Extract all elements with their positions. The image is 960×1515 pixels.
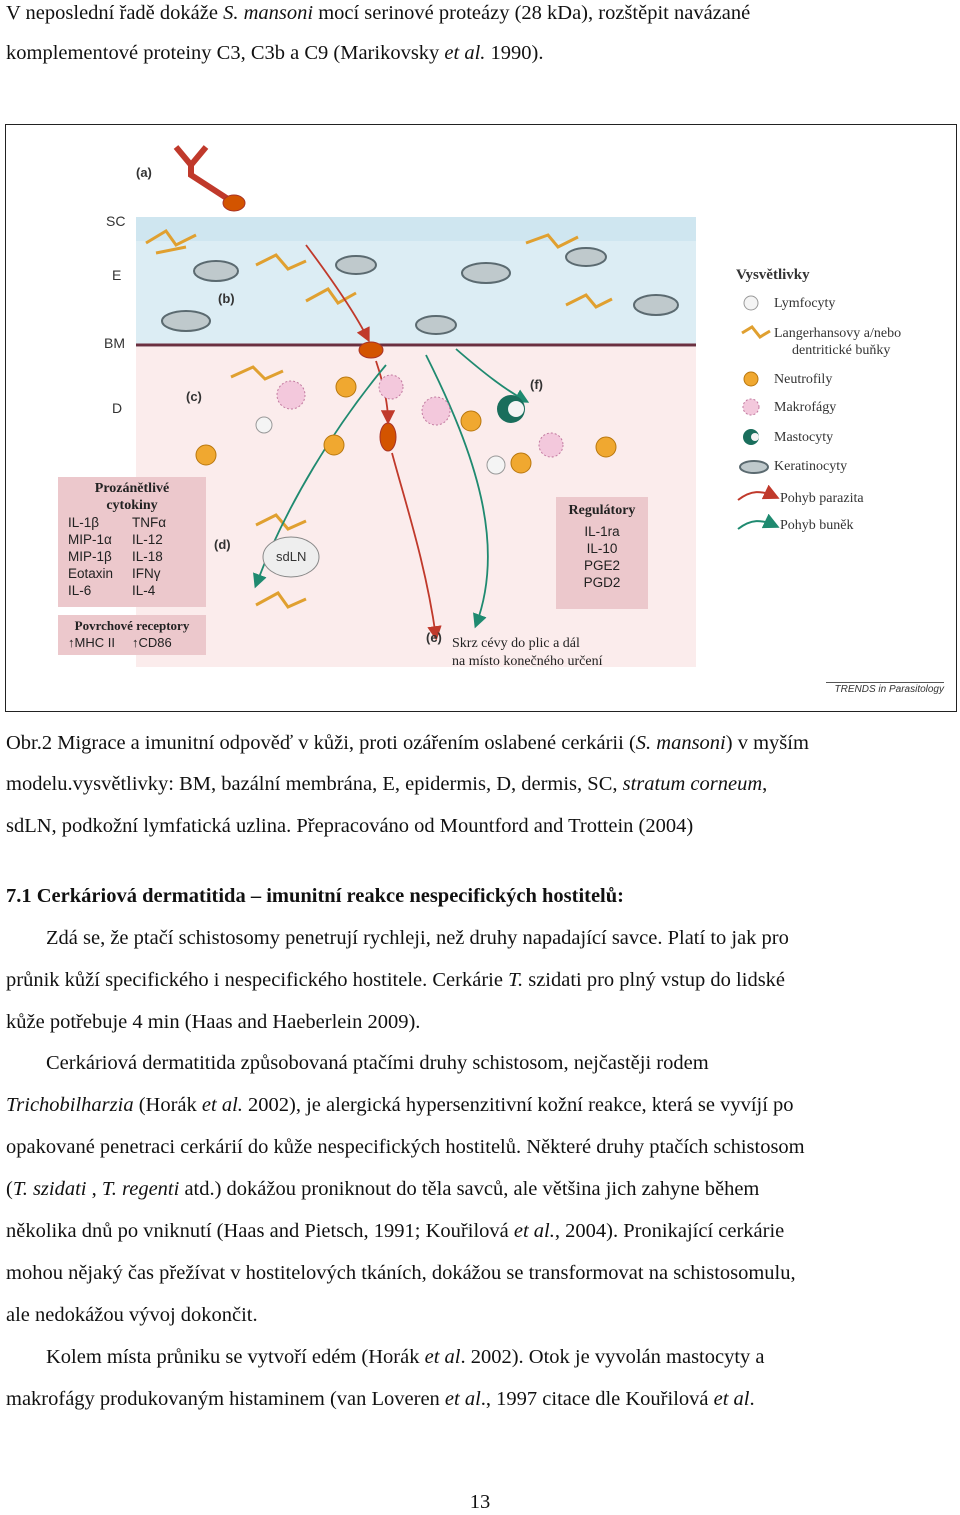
p2-line-4: (T. szidati , T. regenti atd.) dokážou proniknout do těla savců, ale většina jich zahyne během [6, 1178, 760, 1200]
figure-skin-migration [5, 124, 957, 712]
cytokine-left-0: IL-1β [68, 515, 100, 530]
p2-line-1: Cerkáriová dermatitida způsobovaná ptačími druhy schistosom, nejčastěji rodem [46, 1052, 709, 1074]
regulator-2: PGE2 [583, 558, 621, 573]
proinflammatory-title-2: cytokiny [106, 498, 158, 513]
layer-label-sc: SC [106, 213, 126, 229]
cytokine-left-3: Eotaxin [68, 566, 114, 581]
cytokine-left-4: IL-6 [68, 583, 92, 598]
proinflammatory-title-1: Prozánětlivé [94, 481, 170, 496]
cytokine-right-3: IFNγ [132, 566, 161, 581]
regulators-title: Regulátory [568, 503, 636, 518]
cercaria-icon [176, 147, 245, 211]
regulator-3: PGD2 [583, 575, 621, 590]
sdln-label: sdLN [276, 549, 307, 564]
caption-line-1: Obr.2 Migrace a imunitní odpověď v kůži, proti ozářením oslabené cerkárii (S. mansoni) v myším [6, 732, 809, 754]
page-number: 13 [469, 1491, 491, 1513]
proinflammatory-cytokines-box [58, 477, 206, 607]
legend-lymphocytes: Lymfocyty [774, 296, 836, 311]
cytokine-left-1: MIP-1α [68, 532, 112, 547]
mast-cell-icon [497, 395, 525, 423]
legend-langerhans: Langerhansovy a/nebo [774, 326, 902, 341]
cytokine-left-2: MIP-1β [68, 549, 112, 564]
receptor-cd86: ↑CD86 [132, 635, 172, 650]
figure-note-line-1: Skrz cévy do plic a dál [452, 636, 580, 651]
caption-line-3: sdLN, podkožní lymfatická uzlina. Přepracováno od Mountford and Trottein (2004) [6, 815, 694, 837]
legend-dendritic: dentritické buňky [792, 343, 891, 358]
surface-receptors-box [58, 615, 206, 655]
legend-title: Vysvětlivky [736, 267, 810, 283]
panel-label-e: (e) [426, 630, 442, 645]
regulator-1: IL-10 [586, 541, 618, 556]
parasite-at-bm [359, 342, 383, 358]
figure-note-line-2: na místo konečného určení [452, 654, 603, 669]
cytokine-right-2: IL-18 [132, 549, 163, 564]
cytokine-right-0: TNFα [132, 515, 167, 530]
p2-line-6: mohou nějaký čas přežívat v hostitelových tkáních, dokážou se transformovat na schistosomulu, [6, 1262, 796, 1284]
legend-mast-cells: Mastocyty [774, 430, 834, 445]
p2-line-3: opakované penetraci cerkárií do kůže nespecifických hostitelů. Některé druhy ptačích schistosom [6, 1136, 805, 1158]
regulators-box [556, 497, 648, 609]
cytokine-right-4: IL-4 [132, 583, 156, 598]
panel-label-b: (b) [218, 291, 235, 306]
legend-parasite-movement: Pohyb parazita [780, 491, 864, 506]
p1-line-3: kůže potřebuje 4 min (Haas and Haeberlein 2009). [6, 1011, 421, 1033]
legend-macrophages: Makrofágy [774, 400, 837, 415]
legend-symbols [738, 296, 776, 529]
section-heading: 7.1 Cerkáriová dermatitida – imunitní reakce nespecifických hostitelů: [6, 885, 624, 907]
layer-label-e: E [112, 267, 122, 283]
p2-line-5: několika dnů po vniknutí (Haas and Pietsch, 1991; Kouřilová et al., 2004). Pronikající cerkárie [6, 1220, 785, 1242]
panel-label-c: (c) [186, 389, 202, 404]
panel-label-d: (d) [214, 537, 231, 552]
parasite-in-dermis [380, 423, 396, 451]
regulator-0: IL-1ra [584, 524, 620, 539]
cytokine-right-1: IL-12 [132, 532, 163, 547]
legend-neutrophils: Neutrofily [774, 372, 833, 387]
intro-line-1: V neposlední řadě dokáže S. mansoni mocí serinové proteázy (28 kDa), rozštěpit navázané [6, 2, 751, 24]
figure-note [452, 635, 602, 671]
p3-line-1: Kolem místa průniku se vytvoří edém (Horák et al. 2002). Otok je vyvolán mastocyty a [46, 1346, 765, 1368]
receptor-mhc: ↑MHC II [68, 635, 115, 650]
p1-line-1: Zdá se, že ptačí schistosomy penetrují rychleji, než druhy napadající savce. Platí to jak pro [46, 927, 789, 949]
credit-rule [826, 682, 944, 683]
p2-line-7: ale nedokážou vývoj dokončit. [6, 1304, 258, 1326]
panel-label-a: (a) [136, 165, 152, 180]
p2-line-2: Trichobilharzia (Horák et al. 2002), je alergická hypersenzitivní kožní reakce, která se vyvíjí po [6, 1094, 794, 1116]
intro-line-2: komplementové proteiny C3, C3b a C9 (Marikovsky et al. 1990). [6, 42, 544, 64]
legend-keratinocytes: Keratinocyty [774, 459, 848, 474]
legend-cell-movement: Pohyb buněk [780, 518, 854, 533]
stratum-corneum-layer [136, 217, 696, 241]
layer-label-d: D [112, 400, 123, 416]
panel-label-f: (f) [530, 377, 543, 392]
figure-credit: TRENDS in Parasitology [834, 684, 944, 695]
layer-label-bm: BM [104, 335, 125, 351]
p3-line-2: makrofágy produkovaným histaminem (van Loveren et al., 1997 citace dle Kouřilová et al. [6, 1388, 755, 1410]
surface-receptors-title: Povrchové receptory [74, 618, 190, 633]
caption-line-2: modelu.vysvětlivky: BM, bazální membrána, E, epidermis, D, dermis, SC, stratum corneum, [6, 773, 768, 795]
p1-line-2: průnik kůží specifického i nespecifického hostitele. Cerkárie T. szidati pro plný vstup do lidské [6, 969, 786, 991]
